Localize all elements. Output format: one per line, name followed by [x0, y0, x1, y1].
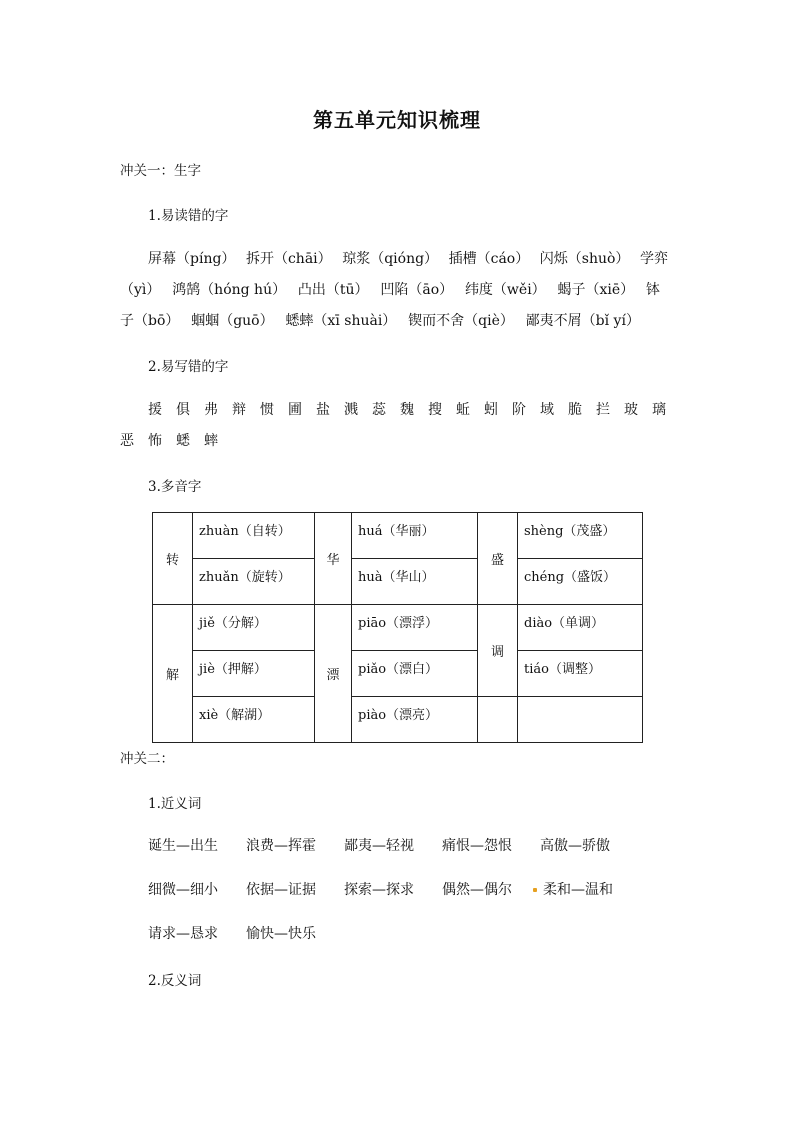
char-item: 辩: [232, 402, 246, 418]
word-item: 蟋蟀（xī shuài）: [285, 313, 397, 329]
pronunciation-cell: piào（漂亮）: [358, 708, 439, 723]
pronunciation-cell: huà（华山）: [358, 570, 435, 585]
marker-dot: [533, 888, 537, 892]
pronunciation-cell: shèng（茂盛）: [524, 524, 616, 539]
synonym-pair: 偶然—偶尔: [442, 882, 512, 898]
word-item: 蝈蝈（guō）: [191, 313, 274, 329]
synonym-pair: 柔和—温和: [543, 882, 613, 898]
pronunciation-cell: jiě（分解）: [199, 616, 267, 631]
synonym-pair: 诞生—出生: [148, 838, 218, 854]
pronunciation-cell: zhuàn（自转）: [199, 524, 291, 539]
easy-write-line-2: [120, 430, 218, 450]
section-heading-1: 冲关一：生字: [120, 163, 201, 179]
pronunciation-cell: huá（华丽）: [358, 524, 435, 539]
pronunciation-cell: zhuǎn（旋转）: [199, 570, 291, 585]
synonym-pair: 依据—证据: [246, 882, 316, 898]
word-item: 拆开（chāi）: [245, 251, 332, 267]
synonym-pair: 痛恨—怨恨: [442, 838, 512, 854]
synonym-pair: 探索—探求: [344, 882, 414, 898]
synonym-pair: 浪费—挥霍: [246, 838, 316, 854]
subheading-synonyms: 1.近义词: [148, 796, 202, 812]
pronunciation-cell: chéng（盛饭）: [524, 570, 617, 585]
synonym-pair: 高傲—骄傲: [540, 838, 610, 854]
word-item: 学弈: [639, 251, 668, 267]
polyphone-char: 转: [153, 513, 193, 605]
polyphone-char: 盛: [478, 513, 518, 605]
subheading-polyphone: 3.多音字: [148, 479, 202, 495]
easy-read-line-2: [120, 279, 660, 299]
word-item: 琼浆（qióng）: [342, 251, 439, 267]
char-item: 蟋: [176, 433, 190, 449]
char-item: 蚓: [484, 402, 498, 418]
char-item: 蚯: [456, 402, 470, 418]
char-item: 搜: [428, 402, 442, 418]
synonym-pair: 愉快—快乐: [246, 926, 316, 942]
char-item: 阶: [512, 402, 526, 418]
page-title: 第五单元知识梳理: [313, 108, 481, 132]
polyphone-char: 调: [478, 605, 518, 697]
pronunciation-cell: xiè（解湖）: [199, 708, 271, 723]
char-item: 怖: [148, 433, 162, 449]
empty-cell: [518, 697, 643, 743]
word-item: （yì）: [120, 282, 161, 298]
word-item: 插槽（cáo）: [448, 251, 530, 267]
char-item: 盐: [316, 402, 330, 418]
polyphone-table: [152, 512, 643, 743]
word-item: 蝎子（xiē）: [557, 282, 635, 298]
char-item: 蕊: [372, 402, 386, 418]
synonym-pair-marked: [533, 879, 613, 899]
easy-write-line-1: [148, 399, 666, 419]
subheading-easy-read: 1.易读错的字: [148, 208, 229, 224]
polyphone-char: 解: [153, 605, 193, 743]
char-item: 圃: [288, 402, 302, 418]
char-item: 援: [148, 402, 162, 418]
char-item: 俱: [176, 402, 190, 418]
synonym-pair: 鄙夷—轻视: [344, 838, 414, 854]
char-item: 溅: [344, 402, 358, 418]
word-item: 钵: [645, 282, 660, 298]
polyphone-char: 漂: [315, 605, 352, 743]
char-item: 域: [540, 402, 554, 418]
char-item: 恶: [120, 433, 134, 449]
empty-cell: [478, 697, 518, 743]
synonym-pair: 请求—恳求: [148, 926, 218, 942]
word-item: 凸出（tū）: [297, 282, 369, 298]
polyphone-char: 华: [315, 513, 352, 605]
char-item: 玻: [624, 402, 638, 418]
word-item: 屏幕（píng）: [148, 251, 236, 267]
easy-read-line-1: [148, 248, 668, 268]
char-item: 拦: [596, 402, 610, 418]
easy-read-line-3: [120, 310, 640, 330]
pronunciation-cell: tiáo（调整）: [524, 662, 601, 677]
char-item: 魏: [400, 402, 414, 418]
char-item: 脆: [568, 402, 582, 418]
section-heading-2: 冲关二：: [120, 751, 174, 767]
word-item: 鸿鹄（hóng hú）: [172, 282, 287, 298]
word-item: 子（bō）: [120, 313, 180, 329]
char-item: 璃: [652, 402, 666, 418]
char-item: 弗: [204, 402, 218, 418]
word-item: 凹陷（āo）: [380, 282, 454, 298]
word-item: 纬度（wěi）: [464, 282, 546, 298]
word-item: 鄙夷不屑（bǐ yí）: [525, 313, 640, 329]
synonym-pair: 细微—细小: [148, 882, 218, 898]
pronunciation-cell: jiè（押解）: [199, 662, 267, 677]
char-item: 惯: [260, 402, 274, 418]
pronunciation-cell: piāo（漂浮）: [358, 616, 439, 631]
pronunciation-cell: piǎo（漂白）: [358, 662, 439, 677]
char-item: 蟀: [204, 433, 218, 449]
word-item: 锲而不舍（qiè）: [408, 313, 514, 329]
word-item: 闪烁（shuò）: [539, 251, 630, 267]
pronunciation-cell: diào（单调）: [524, 616, 605, 631]
subheading-easy-write: 2.易写错的字: [148, 359, 229, 375]
subheading-antonyms: 2.反义词: [148, 973, 202, 989]
